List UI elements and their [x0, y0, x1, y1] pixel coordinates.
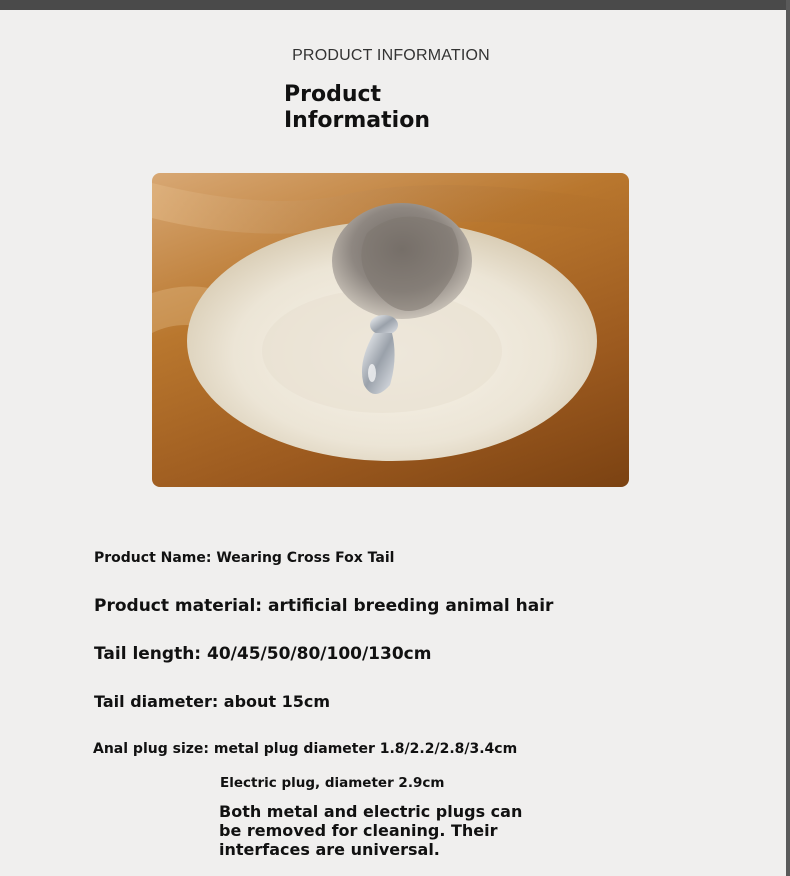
plug-base — [370, 315, 398, 335]
section-caption: PRODUCT INFORMATION — [292, 47, 490, 64]
top-bar — [0, 0, 790, 10]
spec-cleaning-note: Both metal and electric plugs can be removed for cleaning. Their interfaces are universal. — [219, 802, 523, 859]
spec-tail-diameter: Tail diameter: about 15cm — [94, 692, 331, 711]
fox-tail-illustration — [152, 173, 629, 487]
page-title-line2: Information — [284, 108, 430, 133]
spec-product-name: Product Name: Wearing Cross Fox Tail — [94, 550, 395, 566]
spec-material: Product material: artificial breeding animal hair — [94, 596, 554, 616]
page-title-line1: Product — [284, 82, 382, 107]
spec-tail-length: Tail length: 40/45/50/80/100/130cm — [94, 644, 432, 664]
spec-plug-size: Anal plug size: metal plug diameter 1.8/2.2/2.8/3.4cm — [93, 741, 518, 757]
right-border — [786, 0, 790, 876]
page-title — [284, 82, 514, 134]
plug-highlight — [368, 364, 376, 382]
spec-electric-plug: Electric plug, diameter 2.9cm — [220, 775, 445, 791]
product-photo — [152, 173, 629, 487]
